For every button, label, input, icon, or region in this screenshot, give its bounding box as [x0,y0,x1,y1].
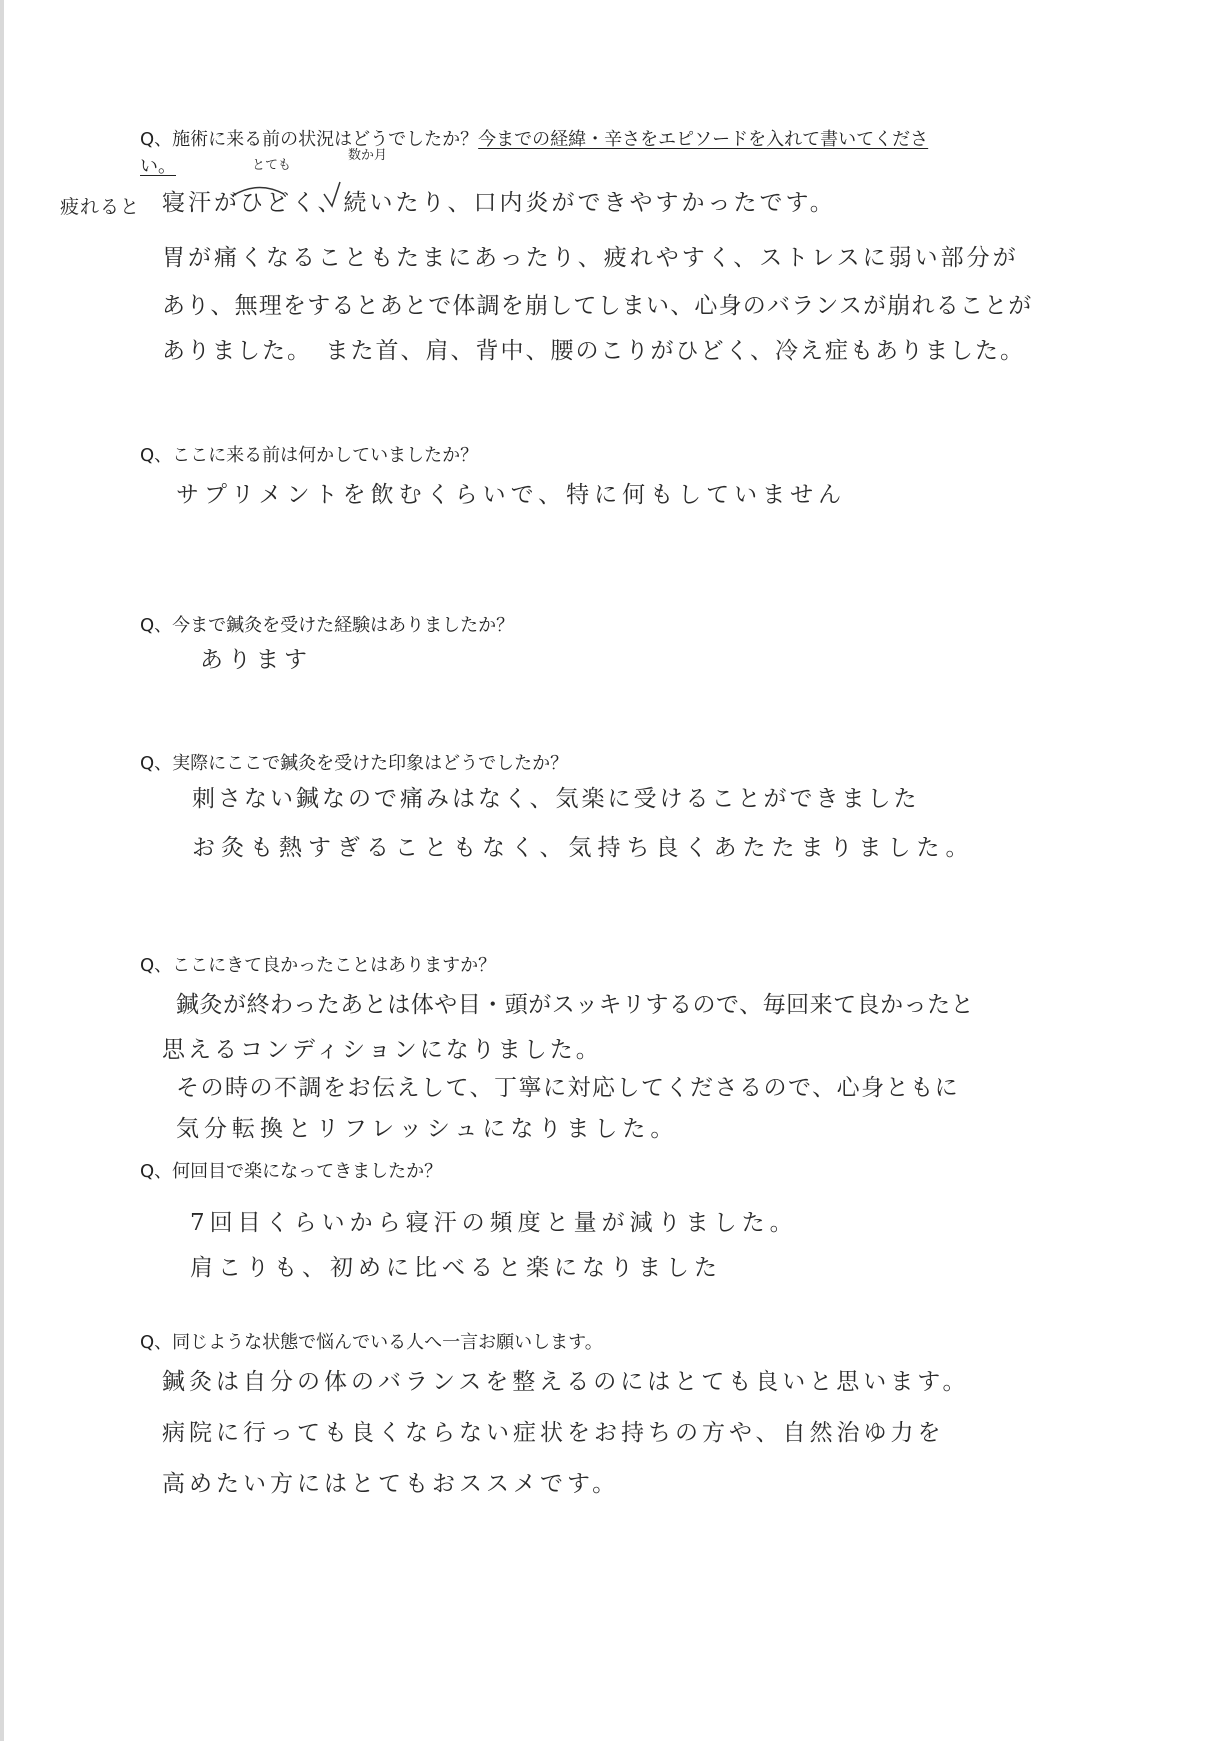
answer-1-line-4: ありました。 また首、肩、背中、腰のこりがひどく、冷え症もありました。 [162,338,1026,364]
answer-5-line-3: その時の不調をお伝えして、丁寧に対応してくださるので、心身ともに [176,1075,960,1101]
scan-edge [0,0,4,1741]
question-1 [140,128,928,152]
annotation-suukagetsu: 数か月 [348,148,388,163]
answer-6-line-2: 肩こりも、初めに比べると楽になりました [190,1255,722,1281]
answer-5-line-1: 鍼灸が終わったあとは体や目・頭がスッキリするので、毎回来て良かったと [176,992,975,1018]
answer-1-line-2: 胃が痛くなることもたまにあったり、疲れやすく、ストレスに弱い部分が [162,245,1019,271]
question-1-continuation: い。 [140,156,176,177]
answer-7-line-1: 鍼灸は自分の体のバランスを整えるのにはとても良いと思います。 [162,1369,970,1395]
answer-7-line-2: 病院に行っても良くならない症状をお持ちの方や、自然治ゆ力を [162,1420,945,1446]
annotation-tsukareruto: 疲れると [60,196,141,218]
answer-3-line-1: あります [200,647,312,673]
answer-1-line-3: あり、無理をするとあとで体調を崩してしまい、心身のバランスが崩れることが [162,293,1033,319]
answer-6-line-1: 7回目くらいから寝汗の頻度と量が減りました。 [190,1210,798,1236]
answer-2-line-1: サプリメントを飲むくらいで、特に何もしていません [176,482,847,508]
question-1-label: Q、施術に来る前の状況はどうでしたか？ [140,129,479,150]
question-1-underlined-text: 今までの経緯・辛さをエピソードを入れて書いてくださ [478,129,929,150]
question-6: Q、何回目で楽になってきましたか？ [140,1161,443,1182]
question-7: Q、同じような状態で悩んでいる人へ一言お願いします。 [140,1332,603,1353]
answer-4-line-1: 刺さない鍼なので痛みはなく、気楽に受けることができました [192,786,920,812]
question-3: Q、今まで鍼灸を受けた経験はありましたか？ [140,615,515,636]
annotation-totemo: とても [252,158,292,173]
question-4: Q、実際にここで鍼灸を受けた印象はどうでしたか？ [140,753,569,774]
answer-7-line-3: 高めたい方にはとてもおススメです。 [162,1471,620,1497]
answer-5-line-4: 気分転換とリフレッシュになりました。 [176,1116,679,1142]
answer-4-line-2: お灸も熱すぎることもなく、気持ち良くあたたまりました。 [192,835,975,861]
question-5: Q、ここにきて良かったことはありますか？ [140,955,497,976]
question-2: Q、ここに来る前は何かしていましたか？ [140,445,479,466]
answer-1-line-1: 寝汗がひどく、続いたり、口内炎ができやすかったです。 [162,190,836,216]
answer-5-line-2: 思えるコンディションになりました。 [162,1037,602,1063]
